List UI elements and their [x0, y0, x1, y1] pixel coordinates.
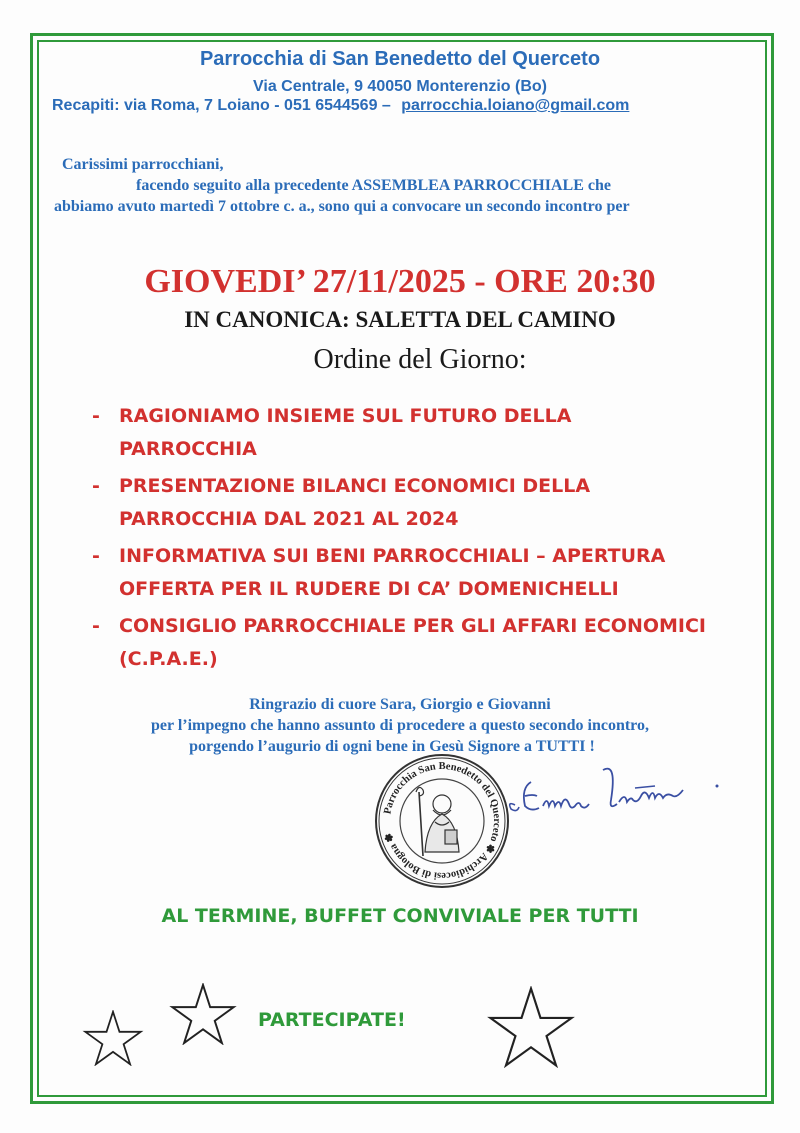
agenda-item-line: PARROCCHIA DAL 2021 AL 2024 [119, 508, 459, 530]
seal-text: Parrocchia San Benedetto del Querceto ✽ Archidiocesi di Bologna ✽ [382, 760, 503, 882]
email-link[interactable]: parrocchia.loiano@gmail.com [401, 97, 630, 114]
bullet-dash: - [92, 405, 100, 427]
intro-line-2: abbiamo avuto martedì 7 ottobre c. a., sono qui a convocare un secondo incontro per [54, 198, 630, 215]
parish-name: Parrocchia di San Benedetto del Querceto [199, 48, 601, 70]
greeting: Carissimi parrocchiani, [62, 156, 224, 173]
thanks-line-1: Ringrazio di cuore Sara, Giorgio e Giovanni [249, 696, 551, 713]
agenda-item-line: (C.P.A.E.) [119, 648, 218, 670]
thanks-line-2: per l’impegno che hanno assunto di procedere a questo secondo incontro, [151, 717, 649, 734]
agenda-item [92, 400, 742, 466]
agenda-item-line: INFORMATIVA SUI BENI PARROCCHIALI – APERTURA [119, 545, 666, 567]
bullet-dash: - [92, 615, 100, 637]
star-outline-icon [482, 986, 580, 1068]
agenda-item [92, 610, 742, 676]
agenda-item-line: RAGIONIAMO INSIEME SUL FUTURO DELLA [119, 405, 572, 427]
agenda-item-line: PARROCCHIA [119, 438, 257, 460]
agenda-item-line: OFFERTA PER IL RUDERE DI CA’ DOMENICHELLI [119, 578, 619, 600]
agenda-list [92, 400, 742, 680]
handwritten-signature [485, 760, 725, 840]
contacts-text: Recapiti: via Roma, 7 Loiano - 051 6544569 – [52, 97, 391, 114]
agenda-item [92, 470, 742, 536]
agenda-item-line: CONSIGLIO PARROCCHIALE PER GLI AFFARI ECONOMICI [119, 615, 707, 637]
call-to-action: PARTECIPATE! [258, 1009, 406, 1031]
agenda-title: Ordine del Giorno: [313, 344, 527, 375]
event-place: IN CANONICA: SALETTA DEL CAMINO [184, 307, 616, 332]
agenda-item [92, 540, 742, 606]
event-datetime: GIOVEDI’ 27/11/2025 - ORE 20:30 [144, 263, 656, 300]
star-outline-icon [166, 983, 240, 1045]
buffet-note: AL TERMINE, BUFFET CONVIVIALE PER TUTTI [161, 905, 639, 927]
star-outline-icon [80, 1010, 146, 1066]
bullet-dash: - [92, 475, 100, 497]
agenda-item-line: PRESENTAZIONE BILANCI ECONOMICI DELLA [119, 475, 591, 497]
parish-contacts [52, 97, 752, 115]
bullet-dash: - [92, 545, 100, 567]
parish-address: Via Centrale, 9 40050 Monterenzio (Bo) [252, 78, 547, 95]
intro-line-1: facendo seguito alla precedente ASSEMBLEA PARROCCHIALE che [136, 177, 611, 194]
thanks-line-3: porgendo l’augurio di ogni bene in Gesù Signore a TUTTI ! [189, 738, 595, 755]
